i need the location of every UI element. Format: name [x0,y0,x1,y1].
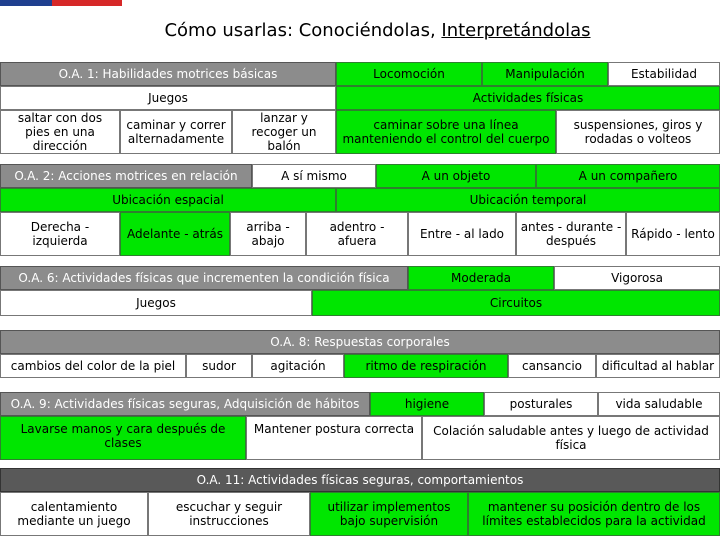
oa8-item-dificultad: dificultad al hablar [596,354,720,378]
oa2-cat-companero: A un compañero [536,164,720,188]
oa8-header: O.A. 8: Respuestas corporales [0,330,720,354]
oa1-item-suspensiones: suspensiones, giros y rodadas o volteos [556,110,720,154]
oa2-item-derecha-izquierda: Derecha - izquierda [0,212,120,256]
oa11-item-posicion: mantener su posición dentro de los límites establecidos para la actividad [468,492,720,536]
oa9-header: O.A. 9: Actividades físicas seguras, Adquisición de hábitos [0,392,370,416]
oa1-cat-locomocion: Locomoción [336,62,482,86]
oa1-header: O.A. 1: Habilidades motrices básicas [0,62,336,86]
oa6-circuitos: Circuitos [312,290,720,316]
oa9-cat-vida-saludable: vida saludable [598,392,720,416]
oa2-cat-objeto: A un objeto [376,164,536,188]
oa2-item-rapido-lento: Rápido - lento [626,212,720,256]
oa11-header: O.A. 11: Actividades físicas seguras, comportamientos [0,468,720,492]
oa1-item-saltar: saltar con dos pies en una dirección [0,110,120,154]
oa6-juegos: Juegos [0,290,312,316]
oa8-item-agitacion: agitación [252,354,344,378]
oa1-actividades: Actividades físicas [336,86,720,110]
title-main: Cómo usarlas: Conociéndolas, [164,20,442,41]
oa6-cat-moderada: Moderada [408,266,554,290]
oa1-cat-estabilidad: Estabilidad [608,62,720,86]
oa2-temporal: Ubicación temporal [336,188,720,212]
oa2-cat-si-mismo: A sí mismo [252,164,376,188]
page-title [0,20,720,41]
flag-blue-stripe [0,0,52,6]
oa9-item-colacion: Colación saludable antes y luego de actividad física [422,416,720,460]
oa11-item-calentamiento: calentamiento mediante un juego [0,492,148,536]
oa1-item-caminar-correr: caminar y correr alternadamente [120,110,232,154]
oa9-item-lavarse: Lavarse manos y cara después de clases [0,416,246,460]
oa11-item-implementos: utilizar implementos bajo supervisión [310,492,468,536]
oa1-item-caminar-linea: caminar sobre una línea manteniendo el control del cuerpo [336,110,556,154]
oa8-item-respiracion: ritmo de respiración [344,354,508,378]
oa6-header: O.A. 6: Actividades físicas que incrementen la condición física [0,266,408,290]
oa9-item-postura: Mantener postura correcta [246,416,422,460]
oa9-cat-higiene: higiene [370,392,484,416]
oa2-item-antes-despues: antes - durante - después [516,212,626,256]
oa2-item-arriba-abajo: arriba - abajo [230,212,306,256]
oa2-item-adelante-atras: Adelante - atrás [120,212,230,256]
title-emphasis: Interpretándolas [441,20,591,41]
oa8-item-sudor: sudor [186,354,252,378]
oa9-cat-posturales: posturales [484,392,598,416]
oa8-item-cansancio: cansancio [508,354,596,378]
oa2-item-adentro-afuera: adentro - afuera [306,212,408,256]
oa1-cat-manipulacion: Manipulación [482,62,608,86]
oa8-item-color-piel: cambios del color de la piel [0,354,186,378]
flag-red-stripe [52,0,122,6]
oa2-item-entre-lado: Entre - al lado [408,212,516,256]
oa2-header: O.A. 2: Acciones motrices en relación [0,164,252,188]
oa11-item-escuchar: escuchar y seguir instrucciones [148,492,310,536]
oa6-cat-vigorosa: Vigorosa [554,266,720,290]
oa2-espacial: Ubicación espacial [0,188,336,212]
oa1-item-lanzar: lanzar y recoger un balón [232,110,336,154]
oa1-juegos: Juegos [0,86,336,110]
